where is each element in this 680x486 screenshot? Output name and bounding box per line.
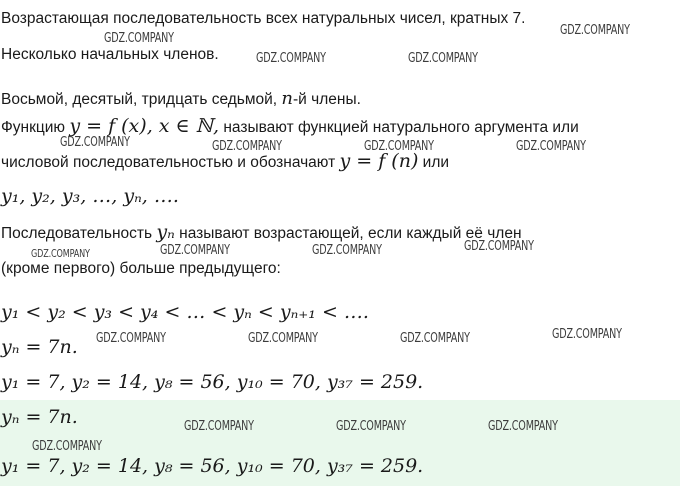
math-formula-1: yₙ = 7n. [1,336,78,358]
watermark: GDZ.COMPANY [184,419,254,434]
watermark: GDZ.COMPANY [464,239,534,254]
math-inequality-chain: y₁ < y₂ < y₃ < y₄ < … < yₙ < yₙ₊₁ < …. [1,301,369,323]
text-line-7-pre: Последовательность [1,225,157,242]
watermark: GDZ.COMPANY [96,331,166,346]
text-line-4-post: называют функцией натурального аргумента или [219,119,579,136]
watermark: GDZ.COMPANY [160,243,230,258]
watermark: GDZ.COMPANY [31,247,90,260]
text-line-5-post: или [418,154,450,171]
watermark: GDZ.COMPANY [312,243,382,258]
watermark: GDZ.COMPANY [364,139,434,154]
watermark: GDZ.COMPANY [212,139,282,154]
watermark: GDZ.COMPANY [552,327,622,342]
watermark: GDZ.COMPANY [336,419,406,434]
math-sequence: y₁, y₂, y₃, …, yₙ, …. [1,185,179,207]
watermark: GDZ.COMPANY [408,51,478,66]
text-line-5-pre: числовой последовательностью и обозначают [1,154,340,171]
watermark: GDZ.COMPANY [516,139,586,154]
math-values-2: y₁ = 7, y₂ = 14, y₈ = 56, y₁₀ = 70, y₃₇ = 259. [1,455,424,477]
math-yn: yₙ [156,221,175,243]
watermark: GDZ.COMPANY [488,419,558,434]
text-line-3-post: -й члены. [293,91,361,108]
text-line-2: Несколько начальных членов. [1,46,219,63]
watermark: GDZ.COMPANY [560,23,630,38]
watermark: GDZ.COMPANY [32,439,102,454]
watermark: GDZ.COMPANY [60,135,130,150]
watermark: GDZ.COMPANY [256,51,326,66]
text-line-1: Возрастающая последовательность всех натуральных чисел, кратных 7. [1,10,526,27]
math-formula-2: yₙ = 7n. [1,406,78,428]
text-line-8: (кроме первого) больше предыдущего: [1,260,281,277]
watermark: GDZ.COMPANY [248,331,318,346]
math-yfn: y = f (n) [339,150,419,172]
math-function-def: y = f (x), x ∈ ℕ, [69,115,220,137]
watermark: GDZ.COMPANY [104,31,174,46]
text-line-4-pre: Функцию [1,119,70,136]
text-line-5 [1,151,449,173]
text-line-7-post: называют возрастающей, если каждый её член [174,225,522,242]
text-line-3 [1,89,361,110]
math-values-1: y₁ = 7, y₂ = 14, y₈ = 56, y₁₀ = 70, y₃₇ = 259. [1,371,424,393]
watermark: GDZ.COMPANY [400,331,470,346]
text-line-7 [1,222,522,244]
math-n: n [281,88,294,109]
text-line-3-pre: Восьмой, десятый, тридцать седьмой, [1,91,282,108]
